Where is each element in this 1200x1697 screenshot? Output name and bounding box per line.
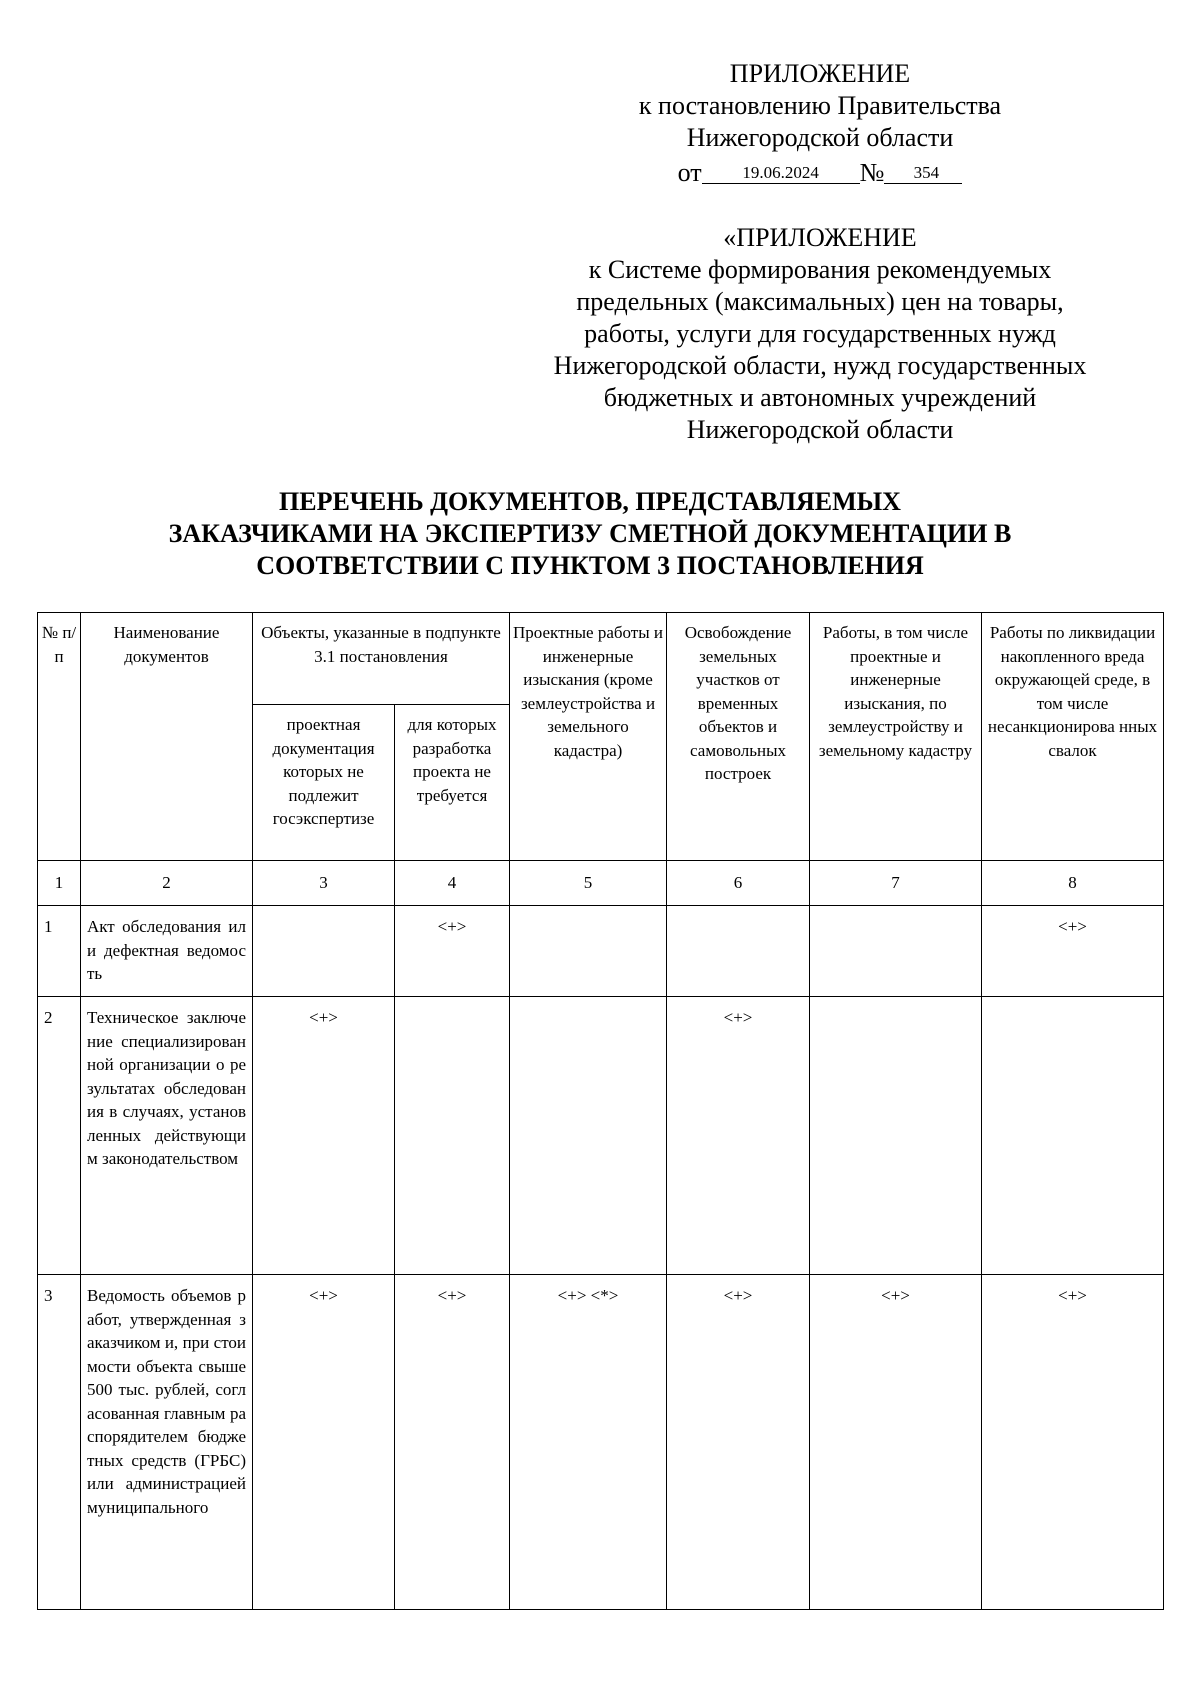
system-header-line: «ПРИЛОЖЕНИЕ	[723, 223, 917, 252]
row-number: 3	[38, 1275, 81, 1610]
column-number-row	[38, 861, 1164, 906]
date-number-line	[678, 154, 963, 189]
row-mark	[982, 997, 1164, 1275]
row-mark: <+> <*>	[510, 1275, 667, 1610]
column-number: 6	[667, 861, 810, 906]
column-number: 7	[810, 861, 982, 906]
row-mark	[810, 906, 982, 997]
attachment-header	[560, 58, 1080, 189]
header-design-works: Проектные работы и инженерные изыскания (кроме землеустройства и земельного кадастра)	[510, 613, 667, 861]
header-environment-damage: Работы по ликвидации накопленного вреда окружающей среде, в том числе несанкционирова нных свалок	[982, 613, 1164, 861]
row-document-name: Техническое заключение специализированной организации о результатах обследования в случаях, установленных действующим законодательством	[81, 997, 253, 1275]
row-mark: <+>	[667, 997, 810, 1275]
table-row	[38, 997, 1164, 1275]
system-header-line: предельных (максимальных) цен на товары,	[576, 287, 1064, 316]
title-line: СООТВЕТСТВИИ С ПУНКТОМ 3 ПОСТАНОВЛЕНИЯ	[256, 551, 924, 580]
system-attachment-header	[500, 222, 1140, 446]
attachment-line-3: Нижегородской области	[686, 123, 954, 152]
column-number: 5	[510, 861, 667, 906]
system-header-line: к Системе формирования рекомендуемых	[588, 255, 1052, 284]
header-document-name: Наименование документов	[81, 613, 253, 861]
system-header-line: Нижегородской области	[686, 415, 954, 444]
column-number: 8	[982, 861, 1164, 906]
document-date: 19.06.2024	[702, 163, 860, 184]
row-mark: <+>	[810, 1275, 982, 1610]
row-mark: <+>	[395, 1275, 510, 1610]
column-number: 3	[253, 861, 395, 906]
table-header-row	[38, 613, 1164, 705]
row-number: 2	[38, 997, 81, 1275]
row-mark: <+>	[395, 906, 510, 997]
row-mark	[667, 906, 810, 997]
row-document-name: Акт обследования или дефектная ведомость	[81, 906, 253, 997]
column-number: 2	[81, 861, 253, 906]
number-label: №	[859, 158, 885, 187]
row-mark: <+>	[667, 1275, 810, 1610]
document-title	[120, 486, 1060, 582]
title-line: ЗАКАЗЧИКАМИ НА ЭКСПЕРТИЗУ СМЕТНОЙ ДОКУМЕНТАЦИИ В	[168, 519, 1012, 548]
documents-table	[37, 612, 1164, 1610]
attachment-line-2: к постановлению Правительства	[638, 91, 1002, 120]
attachment-title: ПРИЛОЖЕНИЕ	[729, 59, 911, 88]
row-mark: <+>	[253, 997, 395, 1275]
table-row	[38, 1275, 1164, 1610]
row-document-name: Ведомость объемов работ, утвержденная заказчиком и, при стоимости объекта свыше 500 тыс. рублей, согласованная главным распорядителем бюджетных средств (ГРБС) или администрацией муниципального	[81, 1275, 253, 1610]
row-mark: <+>	[982, 906, 1164, 997]
system-header-line: работы, услуги для государственных нужд	[584, 319, 1056, 348]
column-number: 1	[38, 861, 81, 906]
row-mark: <+>	[982, 1275, 1164, 1610]
row-mark	[810, 997, 982, 1275]
header-objects-group: Объекты, указанные в подпункте 3.1 постановления	[253, 613, 510, 705]
row-mark: <+>	[253, 1275, 395, 1610]
header-number: № п/п	[38, 613, 81, 861]
row-mark	[510, 997, 667, 1275]
header-land-management: Работы, в том числе проектные и инженерные изыскания, по землеустройству и земельному кадастру	[810, 613, 982, 861]
header-no-state-expertise: проектная документация которых не подлежит госэкспертизе	[253, 705, 395, 861]
system-header-line: бюджетных и автономных учреждений	[603, 383, 1037, 412]
table-row	[38, 906, 1164, 997]
document-number: 354	[884, 154, 962, 184]
system-header-line: Нижегородской области, нужд государственных	[553, 351, 1087, 380]
row-mark	[395, 997, 510, 1275]
row-number: 1	[38, 906, 81, 997]
column-number: 4	[395, 861, 510, 906]
row-mark	[253, 906, 395, 997]
title-line: ПЕРЕЧЕНЬ ДОКУМЕНТОВ, ПРЕДСТАВЛЯЕМЫХ	[279, 487, 901, 516]
from-label: от	[677, 158, 702, 187]
row-mark	[510, 906, 667, 997]
header-land-release: Освобождение земельных участков от временных объектов и самовольных построек	[667, 613, 810, 861]
header-no-project-required: для которых разработка проекта не требуется	[395, 705, 510, 861]
